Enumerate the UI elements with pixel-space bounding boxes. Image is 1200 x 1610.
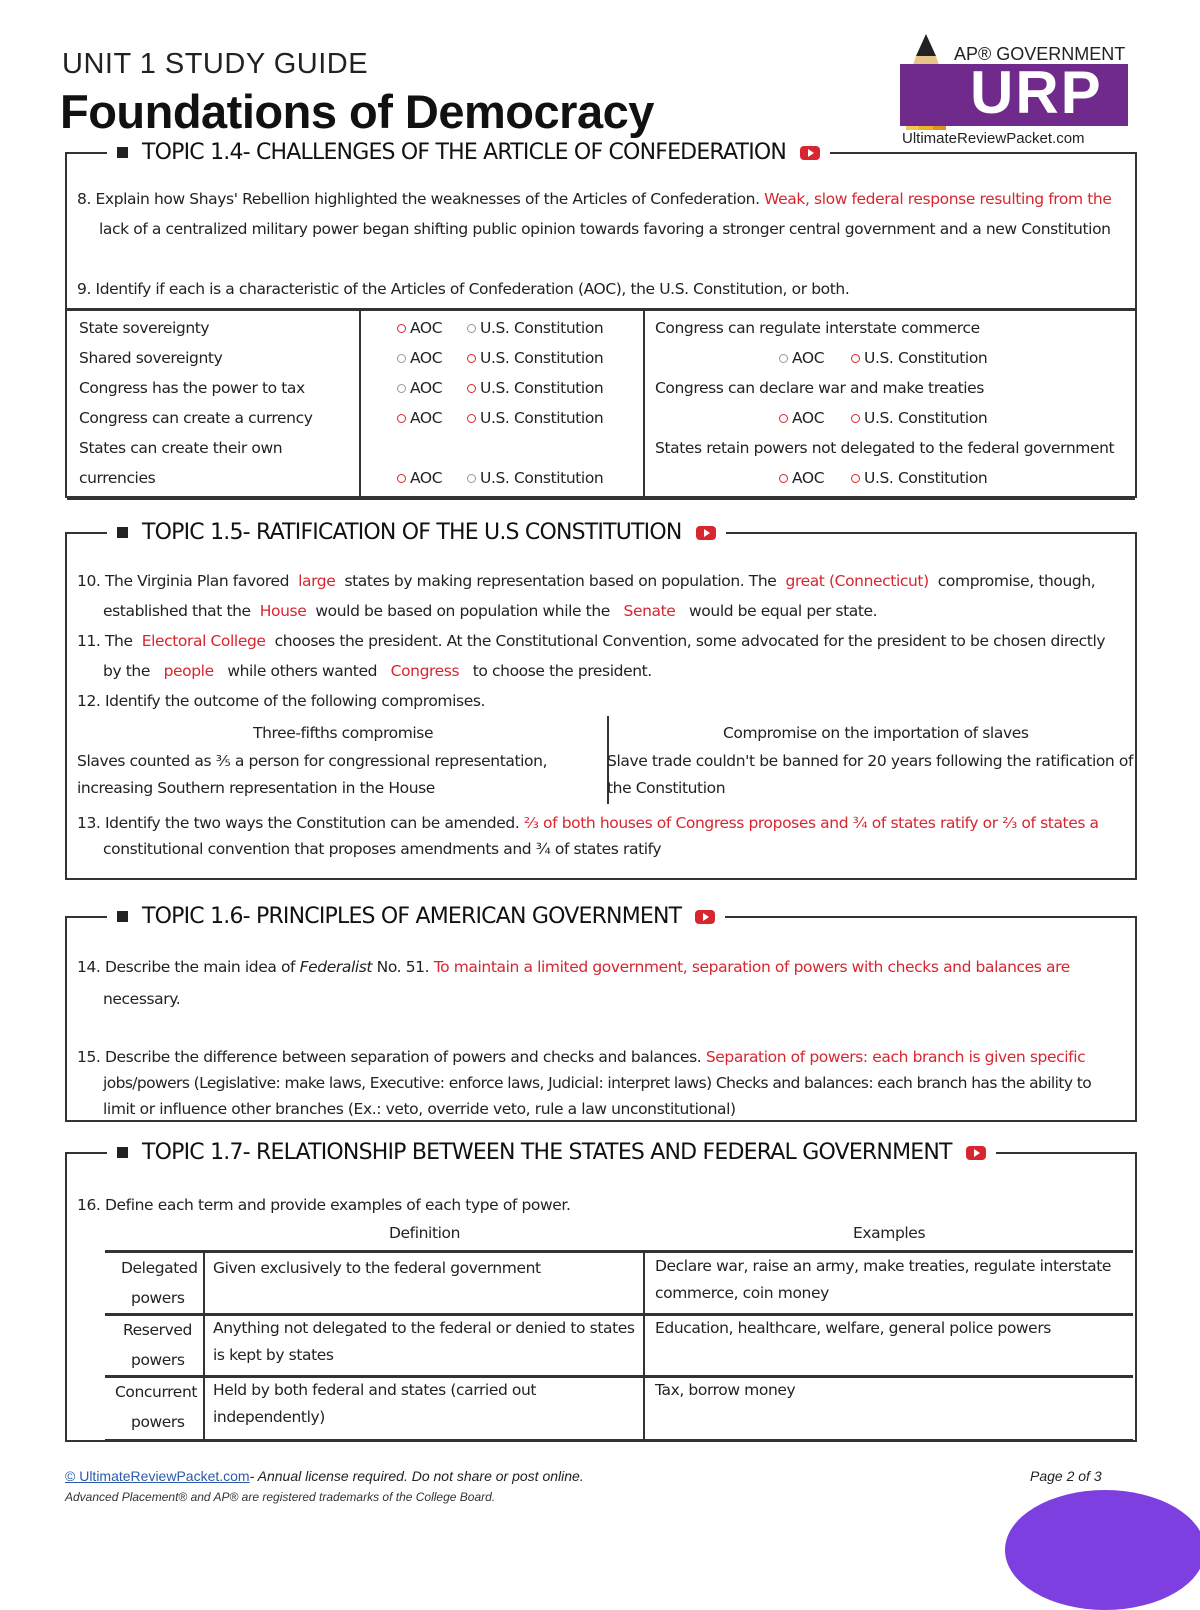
youtube-icon[interactable]: [695, 910, 715, 924]
radio-circle-icon: [397, 474, 406, 483]
question-8-answer: lack of a centralized military power began shifting public opinion towards favoring a stronger central government and a new Constitution: [99, 220, 1111, 238]
option-us-constitution[interactable]: U.S. Constitution: [467, 373, 603, 403]
aoc-row-label: Shared sovereignty: [79, 349, 223, 367]
slave-import-heading: Compromise on the importation of slaves: [723, 724, 1029, 742]
square-bullet-icon: [117, 911, 128, 922]
option-aoc[interactable]: AOC: [779, 343, 824, 373]
question-8: 8. Explain how Shays' Rebellion highlighted the weaknesses of the Articles of Confederation. Weak, slow federal response resulting from the: [77, 190, 1112, 208]
power-definition: independently): [213, 1408, 325, 1426]
question-12: 12. Identify the outcome of the following compromises.: [77, 692, 486, 710]
question-11: 11. The Electoral College chooses the president. At the Constitutional Convention, some advocated for the president to be chosen directly: [77, 632, 1106, 650]
question-15: 15. Describe the difference between separation of powers and checks and balances. Separation of powers: each branch is given specific: [77, 1048, 1086, 1066]
three-fifths-answer: increasing Southern representation in the House: [77, 779, 435, 797]
option-aoc[interactable]: AOC: [397, 403, 442, 433]
topic-1-4-heading: TOPIC 1.4- CHALLENGES OF THE ARTICLE OF CONFEDERATION: [107, 140, 830, 165]
option-aoc[interactable]: AOC: [779, 463, 824, 493]
radio-circle-icon: [779, 354, 788, 363]
examples-col-header: Examples: [853, 1224, 926, 1242]
power-definition: Anything not delegated to the federal or denied to states: [213, 1319, 635, 1337]
radio-circle-icon: [397, 324, 406, 333]
question-9: 9. Identify if each is a characteristic of the Articles of Confederation (AOC), the U.S. Constitution, or both.: [77, 280, 850, 298]
topic-1-7-heading: TOPIC 1.7- RELATIONSHIP BETWEEN THE STATES AND FEDERAL GOVERNMENT: [107, 1140, 996, 1165]
radio-circle-icon: [397, 384, 406, 393]
option-us-constitution[interactable]: U.S. Constitution: [467, 313, 603, 343]
question-14-answer: necessary.: [103, 990, 181, 1008]
option-aoc[interactable]: AOC: [397, 313, 442, 343]
question-16: 16. Define each term and provide examples of each type of power.: [77, 1196, 571, 1214]
logo-ap-text: AP® GOVERNMENT: [954, 44, 1126, 64]
aoc-row-label: Congress can declare war and make treaties: [655, 379, 984, 397]
power-example: Tax, borrow money: [655, 1381, 796, 1399]
youtube-icon[interactable]: [800, 146, 820, 160]
power-example: Declare war, raise an army, make treaties, regulate interstate: [655, 1257, 1112, 1275]
radio-circle-icon: [467, 414, 476, 423]
radio-circle-icon: [467, 324, 476, 333]
radio-circle-icon: [851, 414, 860, 423]
power-term: powers: [131, 1289, 185, 1307]
aoc-row-label: Congress has the power to tax: [79, 379, 305, 397]
aoc-row-label: State sovereignty: [79, 319, 210, 337]
radio-circle-icon: [397, 354, 406, 363]
page-number: Page 2 of 3: [1030, 1468, 1102, 1484]
option-us-constitution[interactable]: U.S. Constitution: [467, 403, 603, 433]
youtube-icon[interactable]: [966, 1146, 986, 1160]
question-15-answer: limit or influence other branches (Ex.: veto, override veto, rule a law unconstitutional): [103, 1100, 736, 1118]
radio-circle-icon: [467, 354, 476, 363]
footer-license: © UltimateReviewPacket.com- Annual license required. Do not share or post online.: [65, 1468, 584, 1484]
question-11-line2: by the people while others wanted Congress to choose the president.: [103, 662, 652, 680]
unit-label: UNIT 1 STUDY GUIDE: [62, 48, 369, 80]
question-13: 13. Identify the two ways the Constitution can be amended. ⅔ of both houses of Congress proposes and ¾ of states ratify or ⅔ of states a: [77, 814, 1099, 832]
question-15-answer: jobs/powers (Legislative: make laws, Executive: enforce laws, Judicial: interpret laws) Checks and balances: each branch has the ability to: [103, 1074, 1092, 1092]
radio-circle-icon: [467, 384, 476, 393]
option-us-constitution[interactable]: U.S. Constitution: [851, 463, 987, 493]
power-example: Education, healthcare, welfare, general police powers: [655, 1319, 1051, 1337]
power-definition: is kept by states: [213, 1346, 334, 1364]
power-term: Concurrent: [115, 1383, 198, 1401]
footer-link[interactable]: © UltimateReviewPacket.com: [65, 1468, 250, 1484]
youtube-icon[interactable]: [696, 526, 716, 540]
definition-col-header: Definition: [389, 1224, 461, 1242]
option-aoc[interactable]: AOC: [779, 403, 824, 433]
aoc-row-label: Congress can regulate interstate commerce: [655, 319, 980, 337]
slave-import-answer: the Constitution: [607, 779, 726, 797]
power-term: powers: [131, 1413, 185, 1431]
square-bullet-icon: [117, 527, 128, 538]
slave-import-answer: Slave trade couldn't be banned for 20 years following the ratification of: [607, 752, 1134, 770]
option-us-constitution[interactable]: U.S. Constitution: [851, 403, 987, 433]
question-10-line2: established that the House would be based on population while the Senate would be equal per state.: [103, 602, 878, 620]
radio-circle-icon: [779, 474, 788, 483]
avatar[interactable]: [1005, 1490, 1200, 1610]
option-us-constitution[interactable]: U.S. Constitution: [467, 463, 603, 493]
question-14: 14. Describe the main idea of Federalist No. 51. To maintain a limited government, separation of powers with checks and balances are: [77, 958, 1070, 976]
power-term: Reserved: [123, 1321, 192, 1339]
topic-1-6-section: [65, 904, 1137, 1122]
logo-urp-text: URP: [970, 59, 1103, 126]
square-bullet-icon: [117, 1147, 128, 1158]
urp-logo: [892, 34, 1138, 152]
power-term: Delegated: [121, 1259, 198, 1277]
radio-circle-icon: [851, 354, 860, 363]
question-13-answer: constitutional convention that proposes amendments and ¾ of states ratify: [103, 840, 662, 858]
logo-site-text: UltimateReviewPacket.com: [902, 130, 1085, 147]
option-aoc[interactable]: AOC: [397, 343, 442, 373]
aoc-row-label: States retain powers not delegated to the federal government: [655, 439, 1115, 457]
aoc-row-label: currencies: [79, 469, 156, 487]
power-term: powers: [131, 1351, 185, 1369]
topic-1-5-section: [65, 520, 1137, 880]
topic-1-5-heading: TOPIC 1.5- RATIFICATION OF THE U.S CONSTITUTION: [107, 520, 726, 545]
topic-1-6-heading: TOPIC 1.6- PRINCIPLES OF AMERICAN GOVERNMENT: [107, 904, 725, 929]
radio-circle-icon: [397, 414, 406, 423]
option-aoc[interactable]: AOC: [397, 373, 442, 403]
powers-table: [105, 1250, 1133, 1442]
aoc-row-label: States can create their own: [79, 439, 283, 457]
power-definition: Held by both federal and states (carried out: [213, 1381, 537, 1399]
power-example: commerce, coin money: [655, 1284, 829, 1302]
option-aoc[interactable]: AOC: [397, 463, 442, 493]
aoc-table: [67, 308, 1135, 500]
three-fifths-heading: Three-fifths compromise: [253, 724, 434, 742]
option-us-constitution[interactable]: U.S. Constitution: [851, 343, 987, 373]
footer-trademark: Advanced Placement® and AP® are registered trademarks of the College Board.: [65, 1490, 496, 1504]
power-definition: Given exclusively to the federal government: [213, 1259, 541, 1277]
topic-1-4-section: [65, 140, 1137, 498]
topic-1-7-section: [65, 1140, 1137, 1442]
square-bullet-icon: [117, 147, 128, 158]
radio-circle-icon: [779, 414, 788, 423]
page-title: Foundations of Democracy: [60, 85, 654, 138]
three-fifths-answer: Slaves counted as ⅗ a person for congressional representation,: [77, 752, 548, 770]
radio-circle-icon: [467, 474, 476, 483]
option-us-constitution[interactable]: U.S. Constitution: [467, 343, 603, 373]
radio-circle-icon: [851, 474, 860, 483]
aoc-row-label: Congress can create a currency: [79, 409, 313, 427]
question-10: 10. The Virginia Plan favored large states by making representation based on population. The great (Connecticut) compromise, though,: [77, 572, 1096, 590]
